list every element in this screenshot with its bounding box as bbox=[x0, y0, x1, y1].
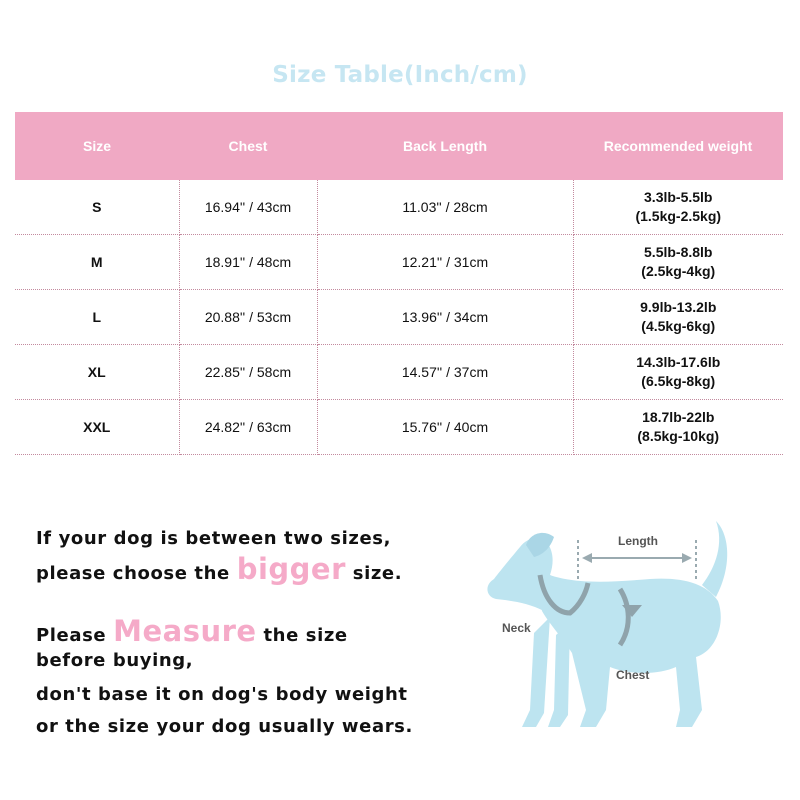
size-cell: L bbox=[15, 290, 179, 345]
chest-cell: 22.85'' / 58cm bbox=[179, 345, 317, 400]
size-cell: S bbox=[15, 180, 179, 235]
weight-cell bbox=[573, 180, 783, 235]
note-line-choose-bigger bbox=[36, 552, 402, 586]
note-text: size. bbox=[345, 563, 403, 584]
back-length-cell: 12.21'' / 31cm bbox=[317, 235, 573, 290]
note-text: Please bbox=[36, 625, 114, 646]
note-line-body-weight: don't base it on dog's body weight bbox=[36, 684, 408, 705]
dog-measurement-diagram bbox=[470, 505, 770, 745]
table-row bbox=[15, 345, 783, 400]
weight-lb: 5.5lb-8.8lb bbox=[644, 244, 713, 260]
table-row bbox=[15, 235, 783, 290]
back-length-cell: 15.76'' / 40cm bbox=[317, 400, 573, 455]
note-line-measure bbox=[36, 614, 348, 648]
weight-lb: 18.7lb-22lb bbox=[642, 409, 715, 425]
chest-cell: 24.82'' / 63cm bbox=[179, 400, 317, 455]
note-text: please choose the bbox=[36, 563, 237, 584]
chest-label: Chest bbox=[616, 668, 650, 682]
weight-lb: 9.9lb-13.2lb bbox=[640, 299, 717, 315]
weight-kg: (2.5kg-4kg) bbox=[641, 263, 716, 279]
neck-label: Neck bbox=[502, 621, 531, 635]
weight-cell bbox=[573, 345, 783, 400]
back-length-cell: 14.57'' / 37cm bbox=[317, 345, 573, 400]
size-table bbox=[15, 112, 783, 455]
highlight-measure: Measure bbox=[113, 614, 257, 648]
page-title: Size Table(Inch/cm) bbox=[272, 62, 528, 88]
weight-kg: (1.5kg-2.5kg) bbox=[635, 208, 722, 224]
note-line-usual-size: or the size your dog usually wears. bbox=[36, 716, 413, 737]
size-cell: M bbox=[15, 235, 179, 290]
size-cell: XL bbox=[15, 345, 179, 400]
length-label: Length bbox=[618, 534, 658, 548]
weight-kg: (4.5kg-6kg) bbox=[641, 318, 716, 334]
back-length-cell: 13.96'' / 34cm bbox=[317, 290, 573, 345]
weight-cell bbox=[573, 290, 783, 345]
chest-cell: 20.88'' / 53cm bbox=[179, 290, 317, 345]
size-cell: XXL bbox=[15, 400, 179, 455]
column-header-back-length: Back Length bbox=[317, 112, 573, 180]
highlight-bigger: bigger bbox=[236, 552, 346, 586]
weight-kg: (8.5kg-10kg) bbox=[637, 428, 720, 444]
column-header-size: Size bbox=[15, 112, 179, 180]
chest-cell: 16.94'' / 43cm bbox=[179, 180, 317, 235]
weight-cell bbox=[573, 400, 783, 455]
table-row bbox=[15, 290, 783, 345]
weight-lb: 3.3lb-5.5lb bbox=[644, 189, 713, 205]
chest-cell: 18.91'' / 48cm bbox=[179, 235, 317, 290]
note-text: the size bbox=[256, 625, 348, 646]
column-header-chest: Chest bbox=[179, 112, 317, 180]
back-length-cell: 11.03'' / 28cm bbox=[317, 180, 573, 235]
weight-lb: 14.3lb-17.6lb bbox=[636, 354, 721, 370]
note-line-between-sizes: If your dog is between two sizes, bbox=[36, 528, 392, 549]
weight-cell bbox=[573, 235, 783, 290]
weight-kg: (6.5kg-8kg) bbox=[641, 373, 716, 389]
table-row bbox=[15, 400, 783, 455]
table-row bbox=[15, 180, 783, 235]
table-header-row bbox=[15, 112, 783, 180]
note-line-before-buying: before buying, bbox=[36, 650, 194, 671]
column-header-recommended-weight: Recommended weight bbox=[573, 112, 783, 180]
